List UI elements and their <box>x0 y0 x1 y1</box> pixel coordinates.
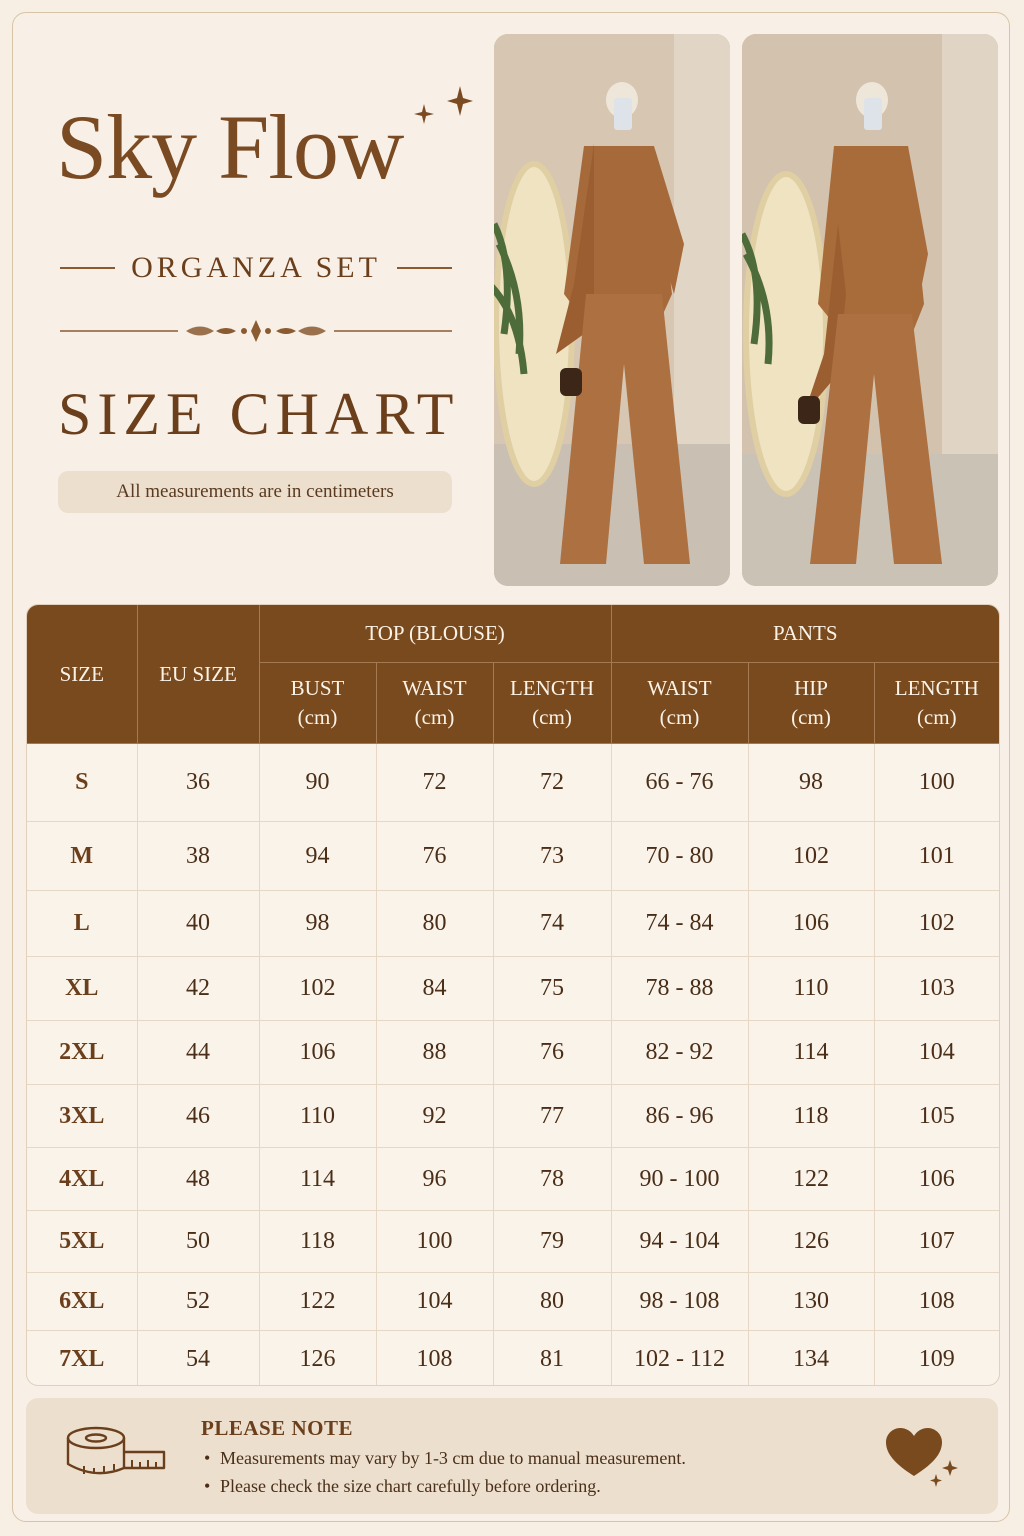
header-label: WAIST <box>647 676 712 700</box>
note-line-1 <box>204 1448 686 1469</box>
cell-top-waist: 88 <box>376 1021 493 1085</box>
model-photo-front <box>494 34 730 586</box>
cell-pants-waist: 74 - 84 <box>611 891 748 957</box>
cell-eu-size: 46 <box>137 1085 259 1148</box>
cell-top-bust: 118 <box>259 1211 376 1273</box>
cell-top-waist: 92 <box>376 1085 493 1148</box>
cell-top-waist: 80 <box>376 891 493 957</box>
header-unit: (cm) <box>532 705 572 729</box>
table-row <box>27 1273 999 1331</box>
cell-eu-size: 36 <box>137 744 259 822</box>
cell-pants-waist: 78 - 88 <box>611 957 748 1021</box>
ornament-divider-icon <box>60 318 452 344</box>
header-top-length <box>493 663 611 744</box>
cell-top-waist: 72 <box>376 744 493 822</box>
model-photo-icon <box>494 34 730 586</box>
cell-size: 2XL <box>27 1021 137 1085</box>
header-label: LENGTH <box>510 676 594 700</box>
table-row <box>27 1085 999 1148</box>
cell-size: XL <box>27 957 137 1021</box>
table-row <box>27 744 999 822</box>
size-table-grid <box>27 605 999 1386</box>
cell-top-waist: 108 <box>376 1331 493 1387</box>
cell-size: 3XL <box>27 1085 137 1148</box>
header-group-pants: PANTS <box>611 605 999 663</box>
header-label: BUST <box>290 676 345 700</box>
cell-top-bust: 98 <box>259 891 376 957</box>
cell-top-length: 79 <box>493 1211 611 1273</box>
cell-top-length: 77 <box>493 1085 611 1148</box>
cell-pants-length: 101 <box>874 822 999 891</box>
table-row <box>27 1331 999 1387</box>
heart-icon <box>884 1426 964 1492</box>
size-table-body <box>27 744 999 1387</box>
note-title: PLEASE NOTE <box>201 1416 353 1440</box>
header-unit: (cm) <box>414 705 455 729</box>
subtitle-row <box>60 246 452 290</box>
cell-eu-size: 44 <box>137 1021 259 1085</box>
note-text: Measurements may vary by 1-3 cm due to manual measurement. <box>220 1448 686 1468</box>
header-unit: (cm) <box>297 705 338 729</box>
header-pants-length <box>874 663 999 744</box>
cell-pants-waist: 86 - 96 <box>611 1085 748 1148</box>
header-pants-hip <box>748 663 874 744</box>
cell-top-bust: 122 <box>259 1273 376 1331</box>
cell-eu-size: 48 <box>137 1148 259 1211</box>
cell-pants-waist: 102 - 112 <box>611 1331 748 1387</box>
header-eu-size: EU SIZE <box>137 605 259 744</box>
header-pants-waist <box>611 663 748 744</box>
bullet: • <box>204 1476 211 1496</box>
cell-top-length: 81 <box>493 1331 611 1387</box>
cell-pants-length: 107 <box>874 1211 999 1273</box>
header-top-bust <box>259 663 376 744</box>
cell-pants-hip: 118 <box>748 1085 874 1148</box>
cell-eu-size: 50 <box>137 1211 259 1273</box>
cell-top-length: 75 <box>493 957 611 1021</box>
cell-pants-length: 104 <box>874 1021 999 1085</box>
cell-size: S <box>27 744 137 822</box>
cell-pants-waist: 70 - 80 <box>611 822 748 891</box>
cell-top-bust: 102 <box>259 957 376 1021</box>
cell-top-waist: 96 <box>376 1148 493 1211</box>
cell-top-bust: 106 <box>259 1021 376 1085</box>
please-note-box <box>26 1398 998 1514</box>
cell-pants-hip: 134 <box>748 1331 874 1387</box>
cell-pants-hip: 102 <box>748 822 874 891</box>
table-row <box>27 891 999 957</box>
cell-top-bust: 110 <box>259 1085 376 1148</box>
cell-pants-hip: 110 <box>748 957 874 1021</box>
cell-size: M <box>27 822 137 891</box>
cell-top-length: 74 <box>493 891 611 957</box>
model-photo-angle <box>742 34 998 586</box>
size-chart-title: SIZE CHART <box>58 381 460 447</box>
sparkle-icon <box>410 84 474 130</box>
cell-pants-waist: 94 - 104 <box>611 1211 748 1273</box>
cell-top-length: 76 <box>493 1021 611 1085</box>
cell-pants-hip: 98 <box>748 744 874 822</box>
table-row <box>27 1211 999 1273</box>
cell-pants-hip: 130 <box>748 1273 874 1331</box>
header-label: HIP <box>794 676 828 700</box>
table-row <box>27 822 999 891</box>
note-line-2 <box>204 1476 601 1497</box>
header-size: SIZE <box>27 605 137 744</box>
divider-line <box>397 267 452 269</box>
header-label: WAIST <box>402 676 467 700</box>
divider-line <box>60 267 115 269</box>
cell-pants-length: 103 <box>874 957 999 1021</box>
cell-eu-size: 52 <box>137 1273 259 1331</box>
cell-top-waist: 84 <box>376 957 493 1021</box>
header-unit: (cm) <box>916 705 957 729</box>
size-table <box>26 604 1000 1386</box>
cell-pants-waist: 66 - 76 <box>611 744 748 822</box>
cell-top-length: 73 <box>493 822 611 891</box>
cell-top-waist: 76 <box>376 822 493 891</box>
header-group-top: TOP (BLOUSE) <box>259 605 611 663</box>
note-text: Please check the size chart carefully before ordering. <box>220 1476 601 1496</box>
measurement-note-pill: All measurements are in centimeters <box>58 471 452 513</box>
cell-top-bust: 114 <box>259 1148 376 1211</box>
cell-pants-length: 105 <box>874 1085 999 1148</box>
cell-pants-waist: 82 - 92 <box>611 1021 748 1085</box>
cell-top-length: 72 <box>493 744 611 822</box>
cell-pants-length: 106 <box>874 1148 999 1211</box>
table-row <box>27 1148 999 1211</box>
cell-top-waist: 100 <box>376 1211 493 1273</box>
header-top-waist <box>376 663 493 744</box>
brand-title: Sky Flow <box>56 96 404 198</box>
cell-pants-waist: 90 - 100 <box>611 1148 748 1211</box>
cell-pants-hip: 106 <box>748 891 874 957</box>
cell-pants-length: 102 <box>874 891 999 957</box>
cell-pants-hip: 122 <box>748 1148 874 1211</box>
model-photo-icon <box>742 34 998 586</box>
header-unit: (cm) <box>659 705 700 729</box>
cell-pants-hip: 114 <box>748 1021 874 1085</box>
cell-top-length: 80 <box>493 1273 611 1331</box>
cell-size: 7XL <box>27 1331 137 1387</box>
collection-subtitle: ORGANZA SET <box>131 251 381 284</box>
cell-pants-hip: 126 <box>748 1211 874 1273</box>
header-unit: (cm) <box>791 705 831 729</box>
measuring-tape-icon <box>64 1424 168 1486</box>
cell-pants-length: 109 <box>918 1345 955 1372</box>
cell-eu-size: 38 <box>137 822 259 891</box>
cell-size: 6XL <box>27 1273 137 1331</box>
cell-size: 4XL <box>27 1148 137 1211</box>
cell-top-bust: 94 <box>259 822 376 891</box>
cell-size: 5XL <box>27 1211 137 1273</box>
cell-eu-size: 42 <box>137 957 259 1021</box>
cell-top-bust: 126 <box>259 1331 376 1387</box>
cell-pants-length: 108 <box>874 1273 999 1331</box>
cell-top-length: 78 <box>493 1148 611 1211</box>
cell-size: L <box>27 891 137 957</box>
cell-pants-waist: 98 - 108 <box>611 1273 748 1331</box>
table-row <box>27 1021 999 1085</box>
bullet: • <box>204 1448 211 1468</box>
cell-pants-length: 100 <box>874 744 999 822</box>
cell-top-waist: 104 <box>376 1273 493 1331</box>
header-label: LENGTH <box>894 676 979 700</box>
cell-top-bust: 90 <box>259 744 376 822</box>
table-row <box>27 957 999 1021</box>
cell-eu-size: 40 <box>137 891 259 957</box>
cell-eu-size: 54 <box>137 1331 259 1387</box>
